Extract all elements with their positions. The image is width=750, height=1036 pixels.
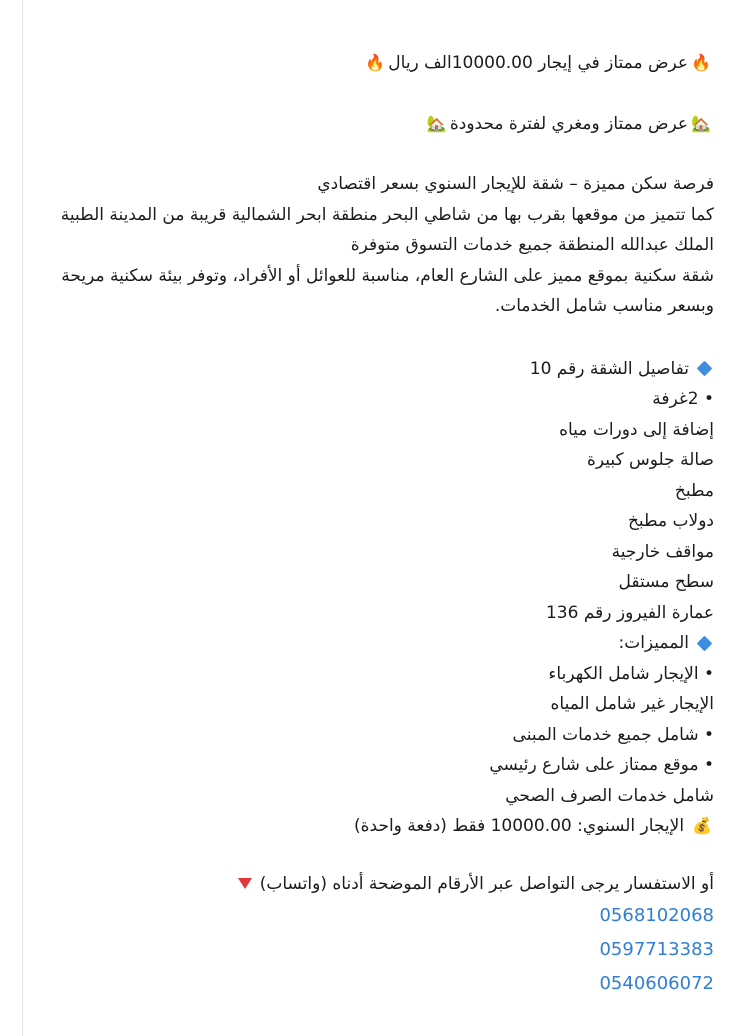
fire-icon: 🔥 [691,53,711,72]
details-heading [24,354,714,385]
features-item: • شامل جميع خدمات المبنى [512,724,714,745]
details-item: صالة جلوس كبيرة [586,450,714,470]
phone-link[interactable]: 0597713383 [599,939,714,960]
phone-link[interactable]: 0568102068 [599,905,714,926]
fire-icon: 🔥 [365,53,386,72]
details-block [24,354,714,629]
offer-headline-2-text: عرض ممتاز ومغري لفترة محدودة [449,113,689,134]
offer-headline-1-text: عرض ممتاز في إيجار 10000.00الف ريال [388,53,689,73]
description-line: الملك عبدالله المنطقة جميع خدمات التسوق متوفرة [350,235,714,255]
contact-text: أو الاستفسار يرجى التواصل عبر الأرقام الموضحة أدناه (واتساب) [259,873,714,894]
blue-diamond-icon [697,635,713,651]
features-heading-text: المميزات: [618,633,689,653]
details-item: • 2غرفة [652,389,714,409]
offer-headline-1 [24,0,714,79]
listing-message [24,0,714,1001]
features-item: • الإيجار شامل الكهرباء [548,663,714,684]
details-item: مطبخ [674,480,714,501]
features-heading [24,628,714,659]
description-line: فرصة سكن مميزة – شقة للإيجار السنوي بسعر اقتصادي [317,174,714,194]
annual-rent-line [24,811,714,842]
description-line: وبسعر مناسب شامل الخدمات. [494,296,714,316]
red-triangle-down-icon [238,878,252,889]
features-block [24,628,714,842]
features-item: شامل خدمات الصرف الصحي [505,785,714,806]
details-item: مواقف خارجية [611,541,714,562]
features-item: • موقع ممتاز على شارع رئيسي [489,755,714,775]
contact-block [24,869,714,1002]
annual-rent-text: الإيجار السنوي: 10000.00 فقط (دفعة واحدة) [353,816,685,836]
blue-diamond-icon [697,361,713,377]
description-line: شقة سكنية بموقع مميز على الشارع العام، مناسبة للعوائل أو الأفراد، وتوفر بيئة سكنية مريحة [61,265,714,286]
details-item: إضافة إلى دورات مياه [559,419,714,440]
details-heading-text: تفاصيل الشقة رقم 10 [529,358,689,379]
money-bag-icon: 💰 [692,816,712,835]
features-item: الإيجار غير شامل المياه [550,694,714,714]
details-item: عمارة الفيروز رقم 136 [545,602,714,623]
contact-line [24,869,714,900]
phone-link[interactable]: 0540606072 [599,973,714,994]
description-line: كما تتميز من موقعها بقرب بها من شاطي البحر منطقة ابحر الشمالية قريبة من المدينة الطبية [60,204,714,225]
house-icon: 🏡 [691,113,711,133]
details-item: سطح مستقل [618,572,714,592]
description-block [24,169,714,322]
details-item: دولاب مطبخ [627,511,714,531]
house-icon: 🏡 [426,113,447,133]
offer-headline-2 [24,109,714,140]
